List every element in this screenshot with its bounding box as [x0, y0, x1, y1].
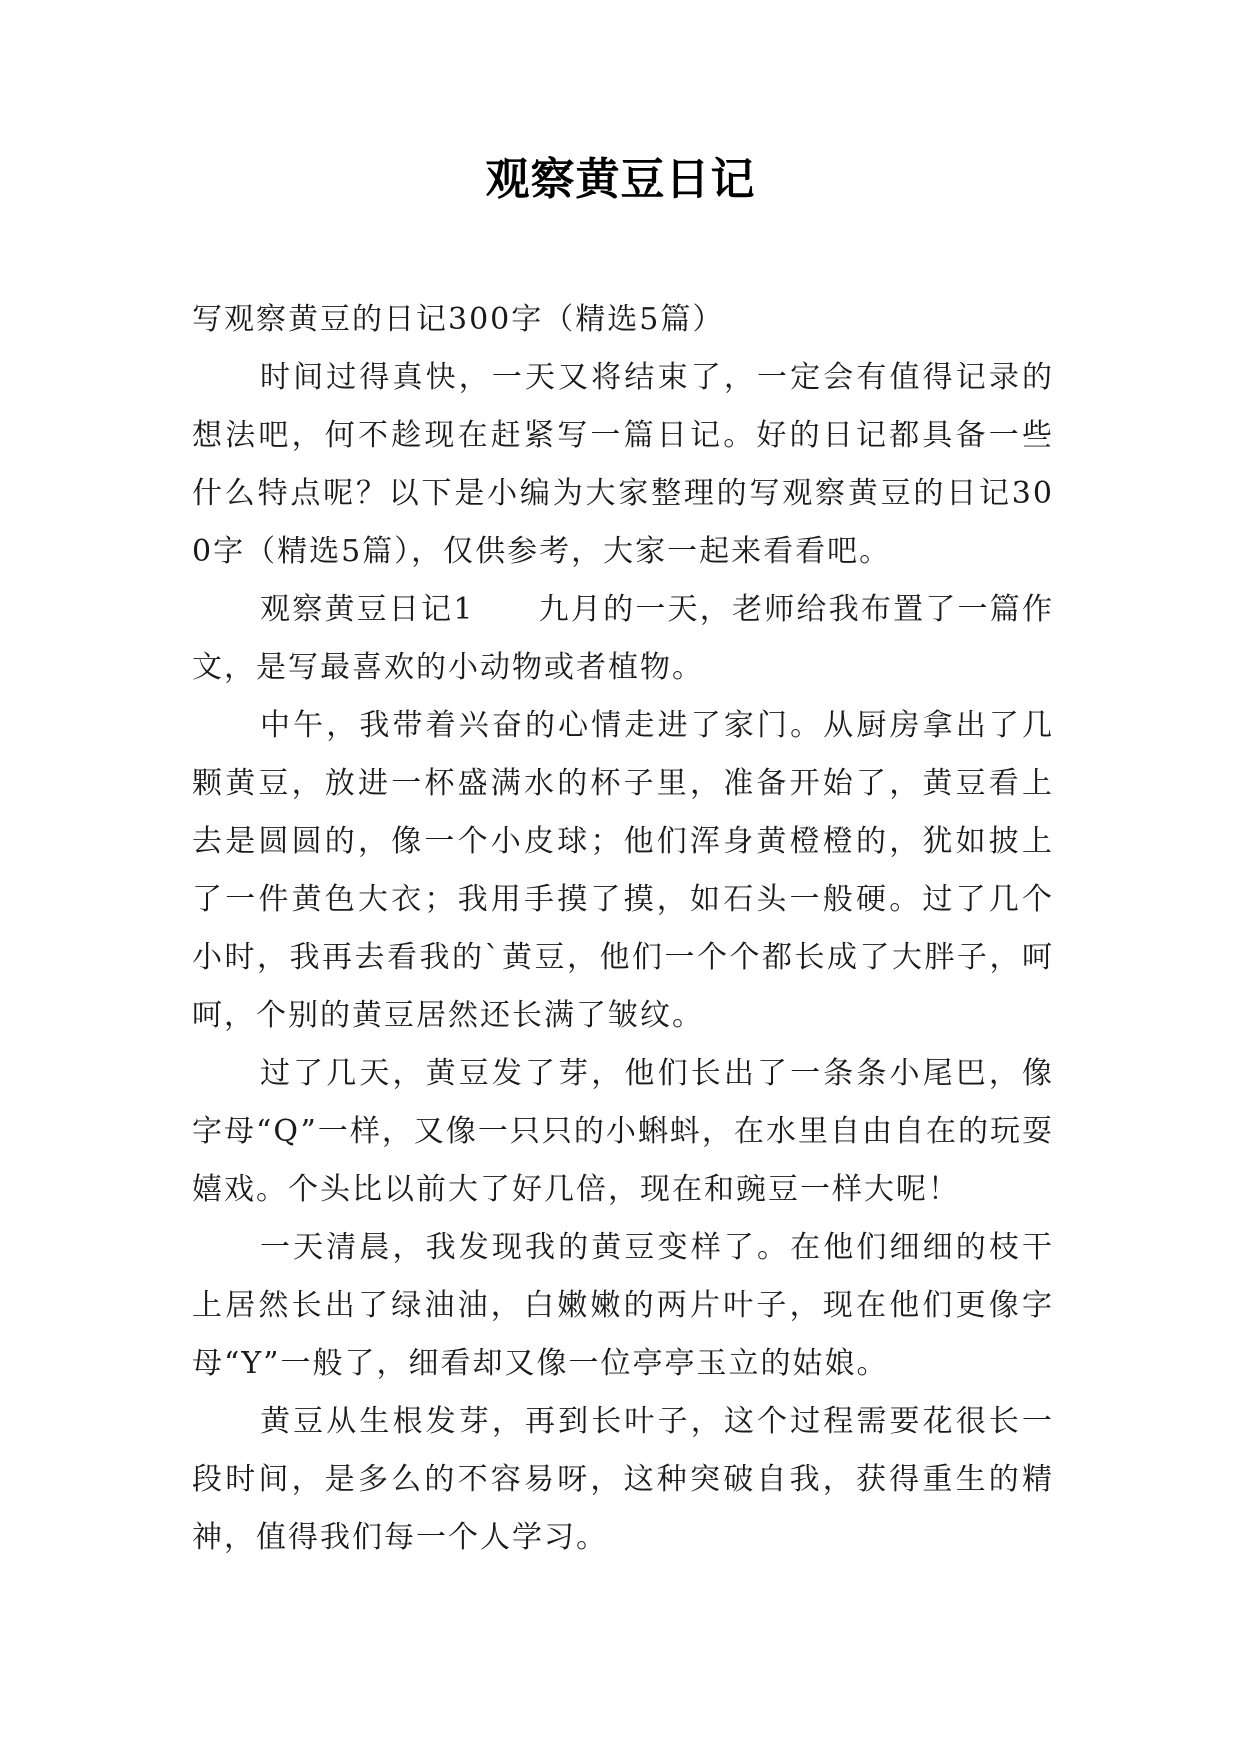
document-title: 观察黄豆日记: [485, 154, 756, 205]
document-body: [192, 291, 1054, 1567]
body-paragraph: 过了几天，黄豆发了芽，他们长出了一条条小尾巴，像字母“Q”一样，又像一只只的小蝌蚪，在水里自由自在的玩耍嬉戏。个头比以前大了好几倍，现在和豌豆一样大呢！: [192, 1056, 1054, 1207]
entry-heading: 观察黄豆日记1: [260, 592, 475, 627]
document-subtitle: 写观察黄豆的日记300字（精选5篇）: [192, 302, 725, 337]
entry-paragraph: [192, 581, 1054, 697]
body-paragraph: 中午，我带着兴奋的心情走进了家门。从厨房拿出了几颗黄豆，放进一杯盛满水的杯子里，准备开始了，黄豆看上去是圆圆的，像一个小皮球；他们浑身黄橙橙的，犹如披上了一件黄色大衣；我用手摸了摸，如石头一般硬。过了几个小时，我再去看我的`黄豆，他们一个个都长成了大胖子，呵呵，个别的黄豆居然还长满了皱纹。: [192, 708, 1054, 1033]
body-paragraph: 一天清晨，我发现我的黄豆变样了。在他们细细的枝干上居然长出了绿油油，白嫩嫩的两片叶子，现在他们更像字母“Y”一般了，细看却又像一位亭亭玉立的姑娘。: [192, 1230, 1054, 1381]
intro-paragraph: 时间过得真快，一天又将结束了，一定会有值得记录的想法吧，何不趁现在赶紧写一篇日记。好的日记都具备一些什么特点呢？以下是小编为大家整理的写观察黄豆的日记300字（精选5篇），仅供参考，大家一起来看看吧。: [192, 360, 1054, 569]
body-paragraph: 黄豆从生根发芽，再到长叶子，这个过程需要花很长一段时间，是多么的不容易呀，这种突破自我，获得重生的精神，值得我们每一个人学习。: [192, 1404, 1054, 1555]
entry-first-line: 九月的一天，老师给我布置了一篇作文，是写最喜欢的小动物或者植物。: [192, 592, 1055, 685]
